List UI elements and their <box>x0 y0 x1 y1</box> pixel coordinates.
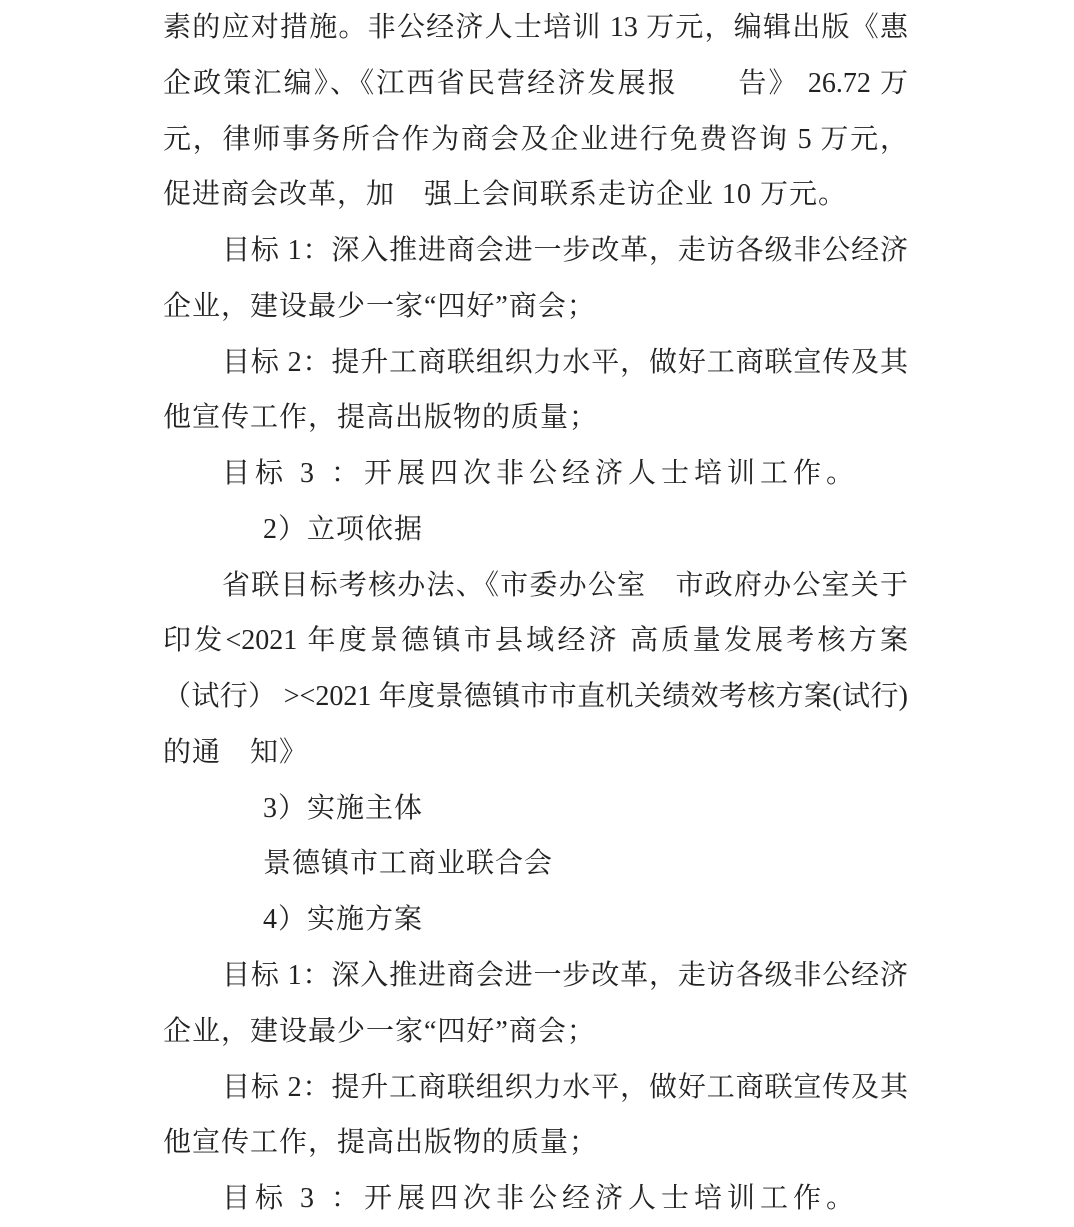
goal-2-line: 目标 2：提升工商联组织力水平，做好工商联宣传及其 <box>222 346 908 378</box>
body-line: 素的应对措施。非公经济人士培训 13 万元，编辑出版《惠 <box>163 12 908 43</box>
goal-1-line: 企业，建设最少一家“四好”商会； <box>163 290 596 322</box>
goal-1-line: 目标 1：深入推进商会进一步改革，走访各级非公经济 <box>222 235 908 267</box>
body-line: 企政策汇编》、《江西省民营经济发展报 告》 26.72 万 <box>163 67 908 99</box>
goal-1-line: 企业，建设最少一家“四好”商会； <box>163 1015 596 1047</box>
goal-2-line: 他宣传工作，提高出版物的质量； <box>163 1127 599 1159</box>
goal-2-line: 目标 2：提升工商联组织力水平，做好工商联宣传及其 <box>222 1071 908 1103</box>
document-text-block <box>163 0 908 1227</box>
heading-lixiang-yiju: 2）立项依据 <box>263 513 424 545</box>
goal-3-line: 目标 3 ：开展四次非公经济人士培训工作。 <box>222 458 860 490</box>
heading-shishi-zhuti: 3）实施主体 <box>263 792 424 824</box>
implementing-body-line: 景德镇市工商业联合会 <box>263 848 554 880</box>
goal-3-line: 目标 3 ：开展四次非公经济人士培训工作。 <box>222 1183 860 1215</box>
body-line: 促进商会改革，加 强上会间联系走访企业 10 万元。 <box>163 179 848 211</box>
basis-line: 省联目标考核办法、《市委办公室 市政府办公室关于 <box>222 569 908 601</box>
goal-1-line: 目标 1：深入推进商会进一步改革，走访各级非公经济 <box>222 960 908 992</box>
heading-shishi-fangan: 4）实施方案 <box>263 904 424 936</box>
goal-2-line: 他宣传工作，提高出版物的质量； <box>163 402 599 434</box>
basis-line: （试行） ><2021 年度景德镇市市直机关绩效考核方案(试行) <box>163 681 908 713</box>
basis-line: 印发<2021 年度景德镇市县域经济 高质量发展考核方案 <box>163 625 908 657</box>
body-line: 元，律师事务所合作为商会及企业进行免费咨询 5 万元， <box>163 123 908 155</box>
basis-line: 的通 知》 <box>163 736 309 768</box>
